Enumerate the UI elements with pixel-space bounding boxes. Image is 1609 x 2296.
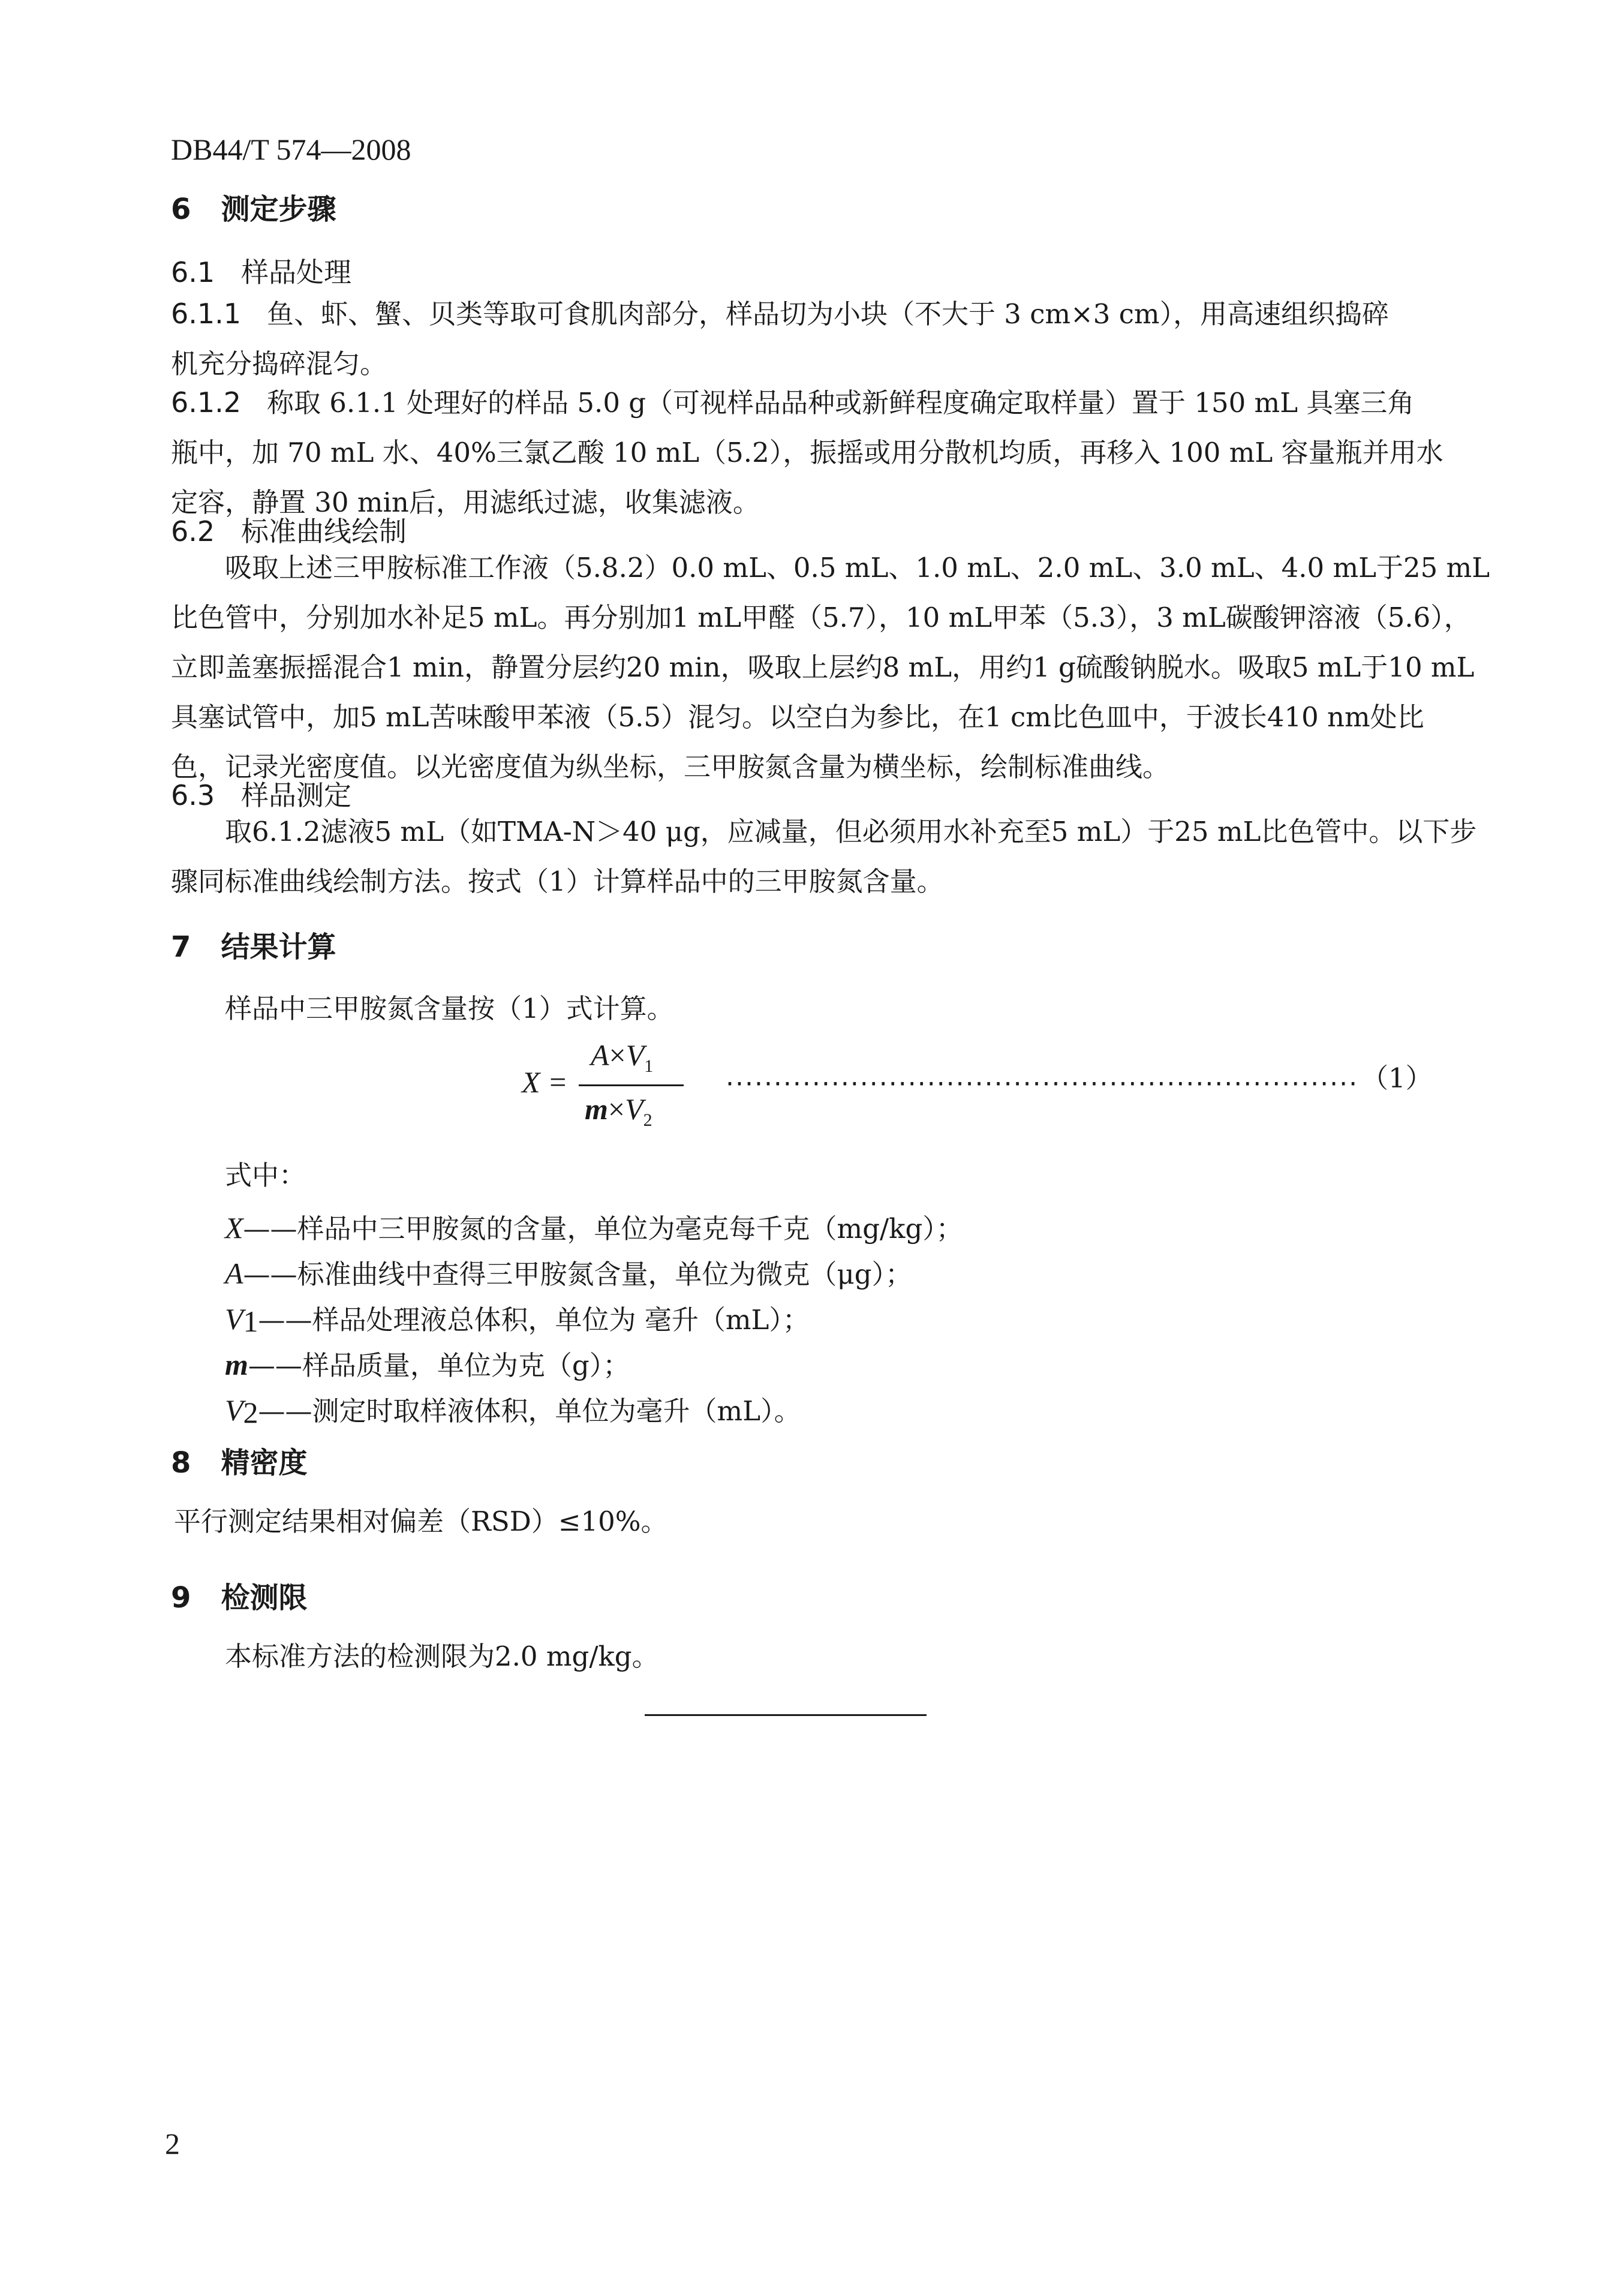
where-label: 式中： (225, 1159, 306, 1191)
section-title: 结果计算 (221, 930, 336, 964)
formula-lhs: X = (522, 1065, 568, 1099)
standard-code: DB44/T 574—2008 (171, 133, 411, 166)
paragraph-6-1-1 (171, 289, 1389, 389)
variable-symbol: m (225, 1348, 248, 1381)
clause-number: 6.1.1 (171, 297, 242, 330)
formula-leader-dots: ·································································· (726, 1069, 1359, 1099)
variable-list (225, 1207, 963, 1435)
fraction-bar (579, 1084, 684, 1086)
section-number: 9 (171, 1581, 191, 1615)
variable-description: ——样品质量，单位为克（g）； (248, 1350, 630, 1381)
variable-symbol: V (225, 1393, 243, 1427)
subsection-number: 6.1 (171, 256, 215, 288)
variable-item (225, 1344, 963, 1389)
formula-numerator (591, 1038, 653, 1077)
text-line: 定容，静置 30 min后，用滤纸过滤，收集滤液。 (171, 486, 760, 518)
section-number: 6 (171, 193, 191, 226)
formula-denominator (585, 1092, 652, 1131)
text-line: 吸取上述三甲胺标准工作液（5.8.2）0.0 mL、0.5 mL、1.0 mL、2.0 mL、3.0 mL、4.0 mL于25 mL (225, 552, 1490, 584)
text-line: 机充分捣碎混匀。 (171, 348, 387, 380)
variable-subscript: 1 (243, 1305, 258, 1339)
detection-limit-text: 本标准方法的检测限为2.0 mg/kg。 (225, 1640, 659, 1672)
clause-number: 6.1.2 (171, 386, 242, 419)
end-rule (645, 1714, 927, 1716)
formula-symbol: A (591, 1038, 609, 1072)
subsection-title: 样品处理 (241, 256, 352, 288)
text-line: 具塞试管中，加5 mL苦味酸甲苯液（5.5）混匀。以空白为参比，在1 cm比色皿中，于波长410 nm处比 (171, 701, 1424, 733)
subsection-title: 样品测定 (241, 779, 352, 812)
text-line: 称取 6.1.1 处理好的样品 5.0 g（可视样品品种或新鲜程度确定取样量）置于 150 mL 具塞三角 (266, 387, 1415, 419)
variable-description: ——样品处理液总体积，单位为 毫升（mL）； (258, 1304, 810, 1336)
variable-symbol: X (225, 1211, 243, 1245)
variable-symbol: V (225, 1302, 243, 1336)
subsection-number: 6.3 (171, 779, 215, 812)
section-title: 精密度 (221, 1446, 308, 1480)
formula-operator: × (607, 1092, 625, 1126)
variable-item (225, 1389, 963, 1435)
variable-description: ——测定时取样液体积，单位为毫升（mL）。 (258, 1395, 801, 1427)
text-line: 鱼、虾、蟹、贝类等取可食肌肉部分，样品切为小块（不大于 3 cm×3 cm），用高速组织捣碎 (266, 298, 1390, 330)
subsection-title: 标准曲线绘制 (241, 515, 407, 548)
formula-symbol: V (625, 1038, 645, 1072)
section-7-heading (171, 924, 336, 965)
text-line: 比色管中，分别加水补足5 mL。再分别加1 mL甲醛（5.7），10 mL甲苯（5.3），3 mL碳酸钾溶液（5.6）， (171, 602, 1471, 633)
variable-item (225, 1252, 963, 1298)
text-line: 取6.1.2滤液5 mL（如TMA-N＞40 μg，应减量，但必须用水补充至5 mL）于25 mL比色管中。以下步 (225, 816, 1477, 848)
variable-description: ——标准曲线中查得三甲胺氮含量，单位为微克（μg）； (243, 1258, 913, 1290)
variable-item (225, 1298, 963, 1344)
equation-number: （1） (1361, 1062, 1433, 1094)
variable-description: ——样品中三甲胺氮的含量，单位为毫克每千克（mg/kg）； (243, 1213, 963, 1245)
paragraph-6-3 (171, 807, 1476, 906)
text-line: 立即盖塞振摇混合1 min，静置分层约20 min，吸取上层约8 mL，用约1 g硫酸钠脱水。吸取5 mL于10 mL (171, 651, 1475, 683)
formula-symbol: m (585, 1092, 608, 1126)
section-8-heading (171, 1439, 308, 1481)
subsection-6-1-heading (171, 251, 351, 290)
text-line: 骤同标准曲线绘制方法。按式（1）计算样品中的三甲胺氮含量。 (171, 865, 944, 897)
text-line: 瓶中，加 70 mL 水、40%三氯乙酸 10 mL（5.2），振摇或用分散机均质，再移入 100 mL 容量瓶并用水 (171, 437, 1443, 468)
section-title: 检测限 (221, 1581, 308, 1615)
paragraph-6-2 (171, 543, 1490, 792)
section-number: 7 (171, 930, 191, 964)
section-title: 测定步骤 (221, 193, 336, 226)
section-9-heading (171, 1574, 308, 1616)
precision-text: 平行测定结果相对偏差（RSD）≤10%。 (174, 1505, 668, 1537)
formula-intro: 样品中三甲胺氮含量按（1）式计算。 (225, 993, 674, 1024)
variable-subscript: 2 (243, 1396, 258, 1430)
formula-subscript: 2 (643, 1110, 652, 1130)
section-number: 8 (171, 1446, 191, 1480)
formula-subscript: 1 (644, 1056, 654, 1076)
paragraph-6-1-2 (171, 378, 1443, 527)
subsection-number: 6.2 (171, 515, 215, 548)
variable-item (225, 1207, 963, 1252)
text-line: 色，记录光密度值。以光密度值为纵坐标，三甲胺氮含量为横坐标，绘制标准曲线。 (171, 751, 1170, 783)
section-6-heading (171, 186, 336, 227)
variable-symbol: A (225, 1257, 243, 1290)
formula-symbol: V (625, 1092, 643, 1126)
formula-operator: × (609, 1038, 626, 1072)
page-number: 2 (165, 2127, 180, 2160)
